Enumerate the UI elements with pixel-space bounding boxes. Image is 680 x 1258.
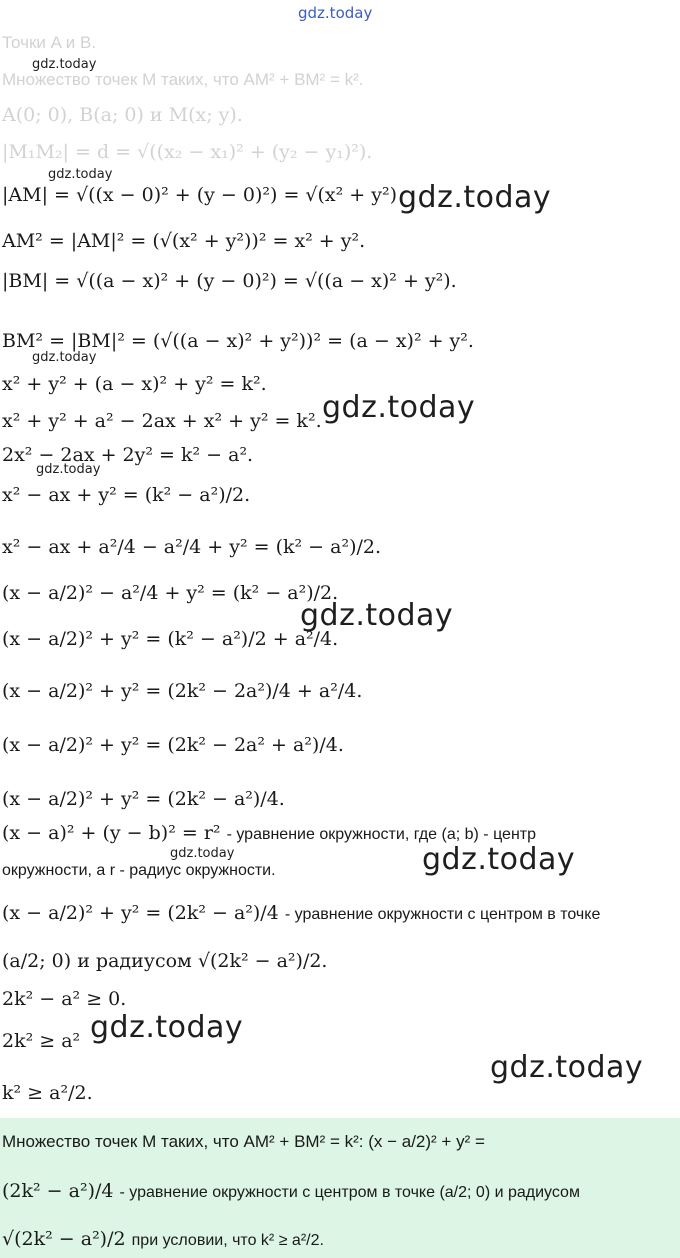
watermark-top: gdz.today <box>298 4 373 22</box>
answer-line-2: (2k² − a²)/4 - уравнение окружности с центром в точке (a/2; 0) и радиусом <box>2 1180 580 1202</box>
equation-10: (x − a/2)² + y² = (2k² − a²)/4. <box>2 788 285 810</box>
am-squared: AM² = |AM|² = (√(x² + y²))² = x² + y². <box>2 230 366 252</box>
am-length: |AM| = √((x − 0)² + (y − 0)²) = √(x² + y²) <box>2 184 398 206</box>
watermark-big: gdz.today <box>322 390 476 425</box>
bm-length: |BM| = √((a − x)² + (y − 0)²) = √((a − x)² + y²). <box>2 270 457 292</box>
watermark-big: gdz.today <box>422 842 576 877</box>
condition-3: k² ≥ a²/2. <box>2 1082 93 1104</box>
equation-3: 2x² − 2ax + 2y² = k² − a². <box>2 444 254 466</box>
watermark-big: gdz.today <box>300 598 454 633</box>
equation-8: (x − a/2)² + y² = (2k² − 2a²)/4 + a²/4. <box>2 680 363 702</box>
watermark-small: gdz.today <box>32 350 97 365</box>
distance-formula: |M₁M₂| = d = √((x₂ − x₁)² + (y₂ − y₁)²). <box>2 141 373 163</box>
circle-general-text-2: окружности, а r - радиус окружности. <box>2 862 276 879</box>
equation-5: x² − ax + a²/4 − a²/4 + y² = (k² − a²)/2. <box>2 536 382 558</box>
answer-line-3: √(2k² − a²)/2 при условии, что k² ≥ a²/2. <box>2 1228 324 1250</box>
watermark-small: gdz.today <box>32 57 97 72</box>
condition-2: 2k² ≥ a² <box>2 1030 81 1052</box>
watermark-big: gdz.today <box>490 1050 644 1085</box>
watermark-big: gdz.today <box>398 180 552 215</box>
equation-9: (x − a/2)² + y² = (2k² − 2a² + a²)/4. <box>2 734 344 756</box>
equation-1: x² + y² + (a − x)² + y² = k². <box>2 373 267 395</box>
answer-line-1: Множество точек M таких, что AM² + BM² = k²: (x − a/2)² + y² = <box>2 1132 485 1151</box>
center-radius-line: (a/2; 0) и радиусом √(2k² − a²)/2. <box>2 950 328 972</box>
set-of-points-line: Множество точек M таких, что AM² + BM² = k². <box>2 70 364 89</box>
bm-squared: BM² = |BM|² = (√((a − x)² + y²))² = (a − x)² + y². <box>2 330 474 352</box>
points-line: Точки A и B. <box>2 33 97 52</box>
circle-this-equation: (x − a/2)² + y² = (2k² − a²)/4 - уравнение окружности с центром в точке <box>2 902 601 924</box>
equation-7: (x − a/2)² + y² = (k² − a²)/2 + a²/4. <box>2 628 339 650</box>
watermark-big: gdz.today <box>90 1010 244 1045</box>
equation-2: x² + y² + a² − 2ax + x² + y² = k². <box>2 410 322 432</box>
watermark-small: gdz.today <box>48 167 113 182</box>
coords-line: A(0; 0), B(a; 0) и M(x; y). <box>2 104 243 126</box>
watermark-small: gdz.today <box>170 846 235 861</box>
watermark-small: gdz.today <box>36 462 101 477</box>
condition-1: 2k² − a² ≥ 0. <box>2 988 127 1010</box>
equation-4: x² − ax + y² = (k² − a²)/2. <box>2 484 251 506</box>
equation-6: (x − a/2)² − a²/4 + y² = (k² − a²)/2. <box>2 582 339 604</box>
circle-general-equation: (x − a)² + (y − b)² = r² - уравнение окружности, где (a; b) - центр <box>2 822 537 844</box>
